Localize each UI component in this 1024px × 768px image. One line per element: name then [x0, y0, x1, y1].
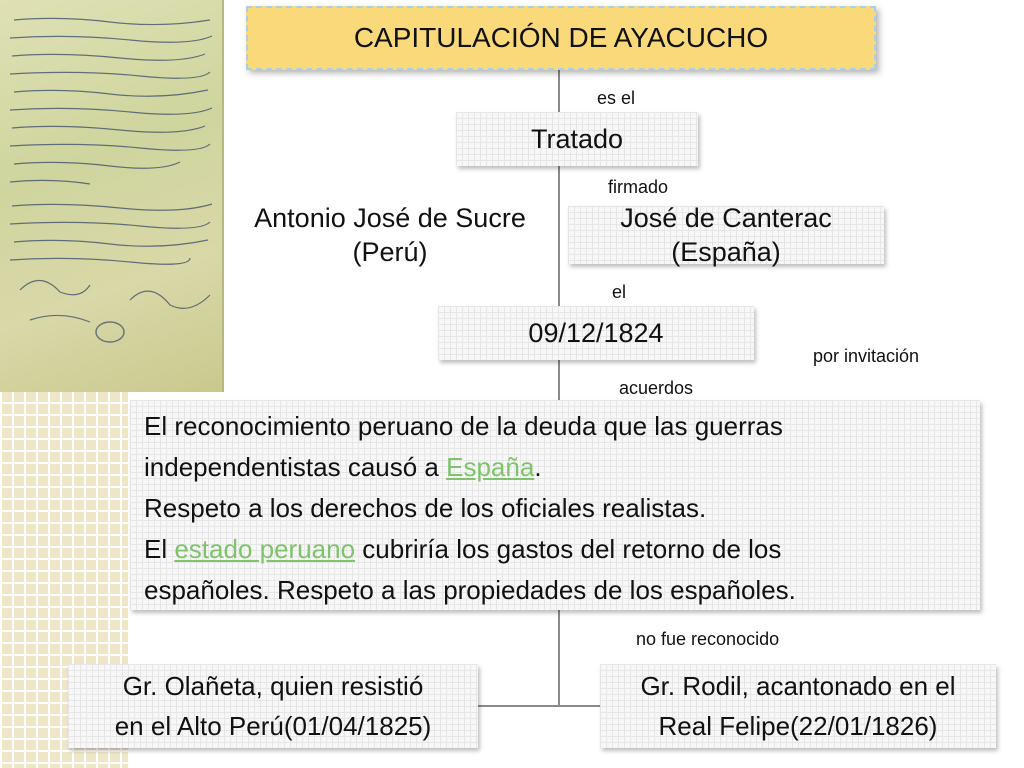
node-olaneta [68, 664, 478, 748]
node-fecha-text: 09/12/1824 [528, 318, 664, 348]
acuerdos-line-2: independentistas causó a España. [144, 452, 542, 482]
node-canterac [568, 203, 884, 267]
link-estado-peruano[interactable]: estado peruano [174, 534, 356, 564]
node-sucre-name: Antonio José de Sucre [254, 203, 526, 233]
node-sucre [222, 203, 558, 267]
node-olaneta-line-1: Gr. Olañeta, quien resistió [122, 671, 424, 701]
link-espana[interactable]: España [446, 452, 535, 482]
label-el: el [612, 282, 627, 302]
label-es-el: es el [597, 88, 636, 108]
node-sucre-country: (Perú) [352, 237, 428, 267]
node-canterac-name: José de Canterac [620, 203, 832, 233]
title-text: CAPITULACIÓN DE AYACUCHO [353, 22, 769, 53]
node-fecha [438, 306, 754, 360]
historical-document-image [0, 0, 224, 392]
label-acuerdos: acuerdos [619, 378, 694, 398]
node-tratado [456, 112, 698, 166]
node-canterac-country: (España) [671, 237, 781, 267]
acuerdos-line-5: españoles. Respeto a las propiedades de los españoles. [144, 575, 796, 605]
node-rodil-line-1: Gr. Rodil, acantonado en el [640, 671, 956, 701]
acuerdos-line-4: El estado peruano cubriría los gastos del retorno de los [144, 534, 782, 564]
acuerdos-line-3: Respeto a los derechos de los oficiales realistas. [144, 493, 707, 523]
label-no-fue-reconocido: no fue reconocido [636, 629, 780, 649]
acuerdos-line-1: El reconocimiento peruano de la deuda que las guerras [144, 411, 783, 441]
node-tratado-text: Tratado [530, 124, 624, 154]
connector-bottom-horizontal [478, 705, 600, 707]
node-rodil-line-2: Real Felipe(22/01/1826) [658, 711, 938, 741]
node-olaneta-line-2: en el Alto Perú(01/04/1825) [114, 711, 432, 741]
label-firmado: firmado [608, 177, 669, 197]
node-rodil [600, 664, 996, 748]
node-acuerdos [130, 400, 980, 610]
title-node [246, 6, 876, 70]
label-por-invitacion: por invitación [813, 346, 920, 366]
